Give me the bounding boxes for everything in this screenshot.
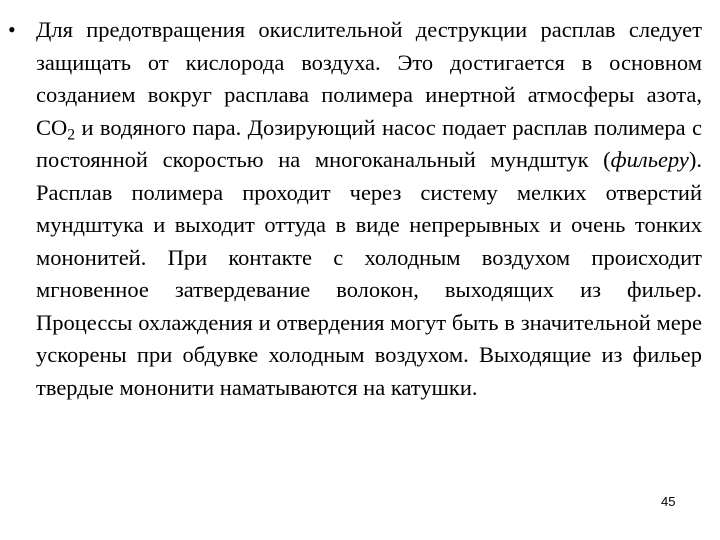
co2-subscript: 2 (67, 125, 76, 143)
body-paragraph (36, 14, 702, 404)
italic-term-filera: фильеру (610, 147, 689, 172)
bullet-marker: • (8, 17, 16, 42)
paragraph-text-3: ). Расплав полимера проходит через систему мелких отверстий мундштука и выходит оттуда в виде непрерывных и очень тонких мононитей. При контакте с холодным воздухом происходит мгновенное затвердевание волокон, выходящих из фильер. Процессы охлаждения и отвердения могут быть в значительной мере ускорены при обдувке холодным воздухом. Выходящие из фильер твердые мононити наматываются на катушки. (36, 147, 702, 400)
page-number: 45 (661, 494, 676, 509)
paragraph-text-1: Для предотвращения окислительной деструкции расплав следует защищать от кислорода воздуха. Это достигается в основном созданием вокруг расплава полимера инертной атмосферы азота, CO (36, 17, 702, 140)
paragraph-text-2: и водяного пара. Дозирующий насос подает расплав полимера с постоянной скоростью на многоканальный мундштук ( (36, 114, 702, 172)
bullet-item (8, 14, 702, 404)
